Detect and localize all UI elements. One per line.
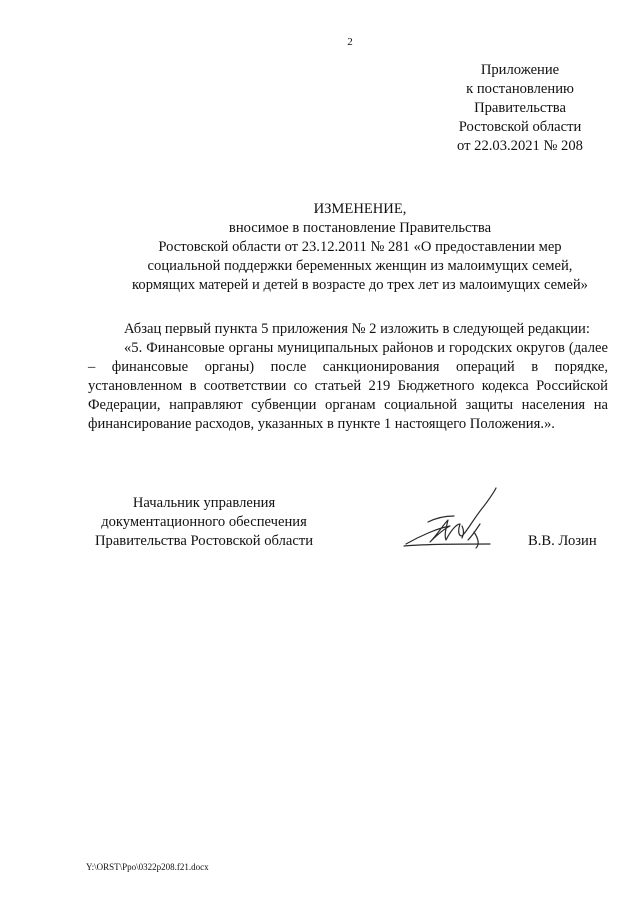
signatory-name: В.В. Лозин [528, 533, 597, 549]
body-paragraph: «5. Финансовые органы муниципальных районов и городских округов (далее – финансовые органы) после санкционирования операций в порядке, установленном в соответствии со статьей 219 Бюджетного кодекса Российской Федерации, направляют субвенции органам социальной защиты населения на финансирование расходов, указанных в пункте 1 настоящего Положения.». [88, 340, 608, 432]
page-number: 2 [347, 36, 353, 48]
signatory-position [72, 494, 336, 551]
appendix-line: от 22.03.2021 № 208 [457, 138, 583, 154]
appendix-line: к постановлению [466, 81, 574, 97]
position-line: Правительства Ростовской области [94, 533, 314, 549]
appendix-line: Приложение [480, 62, 560, 78]
handwritten-signature [398, 478, 518, 558]
footer-file-path: Y:\ORST\Ppo\0322p208.f21.docx [86, 862, 209, 872]
appendix-line: Ростовской области [458, 119, 582, 135]
position-line: Начальник управления [132, 495, 276, 511]
document-body [88, 320, 608, 434]
title-line: Ростовской области от 23.12.2011 № 281 «О предоставлении мер [158, 239, 562, 255]
title-line: вносимое в постановление Правительства [228, 220, 492, 236]
appendix-block [420, 61, 620, 156]
title-line: кормящих матерей и детей в возрасте до трех лет из малоимущих семей» [132, 277, 588, 293]
appendix-line: Правительства [474, 100, 566, 116]
title-heading: ИЗМЕНЕНИЕ, [313, 201, 407, 217]
body-paragraph: Абзац первый пункта 5 приложения № 2 изложить в следующей редакции: [124, 321, 590, 337]
position-line: документационного обеспечения [101, 514, 307, 530]
title-line: социальной поддержки беременных женщин из малоимущих семей, [147, 258, 573, 274]
document-title [60, 200, 640, 295]
